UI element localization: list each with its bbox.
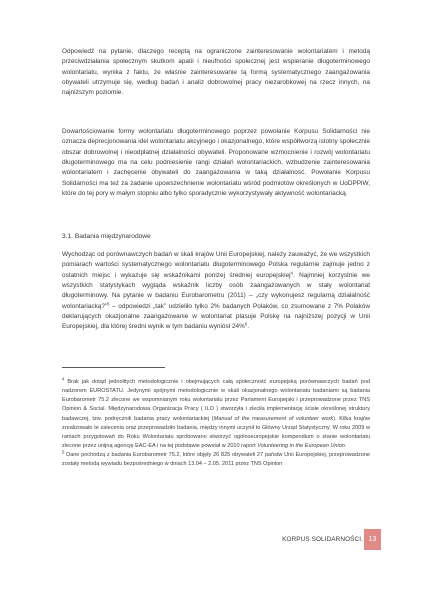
- paragraph-text-part: Wychodząc od porównawczych badań w skali krajów Unii Europejskiej, należy zauważyć, że we wszystkich pomiarach wartości systematycznego wolontariatu długoterminowego Polska regularnie zajmuje jedno z ostatnich miejsc i wykazuje się wskaźnikami poniżej średniej europejskiej: [62, 251, 370, 279]
- footnotes: [62, 378, 370, 470]
- paragraph-text-part: .: [247, 323, 249, 331]
- footnote-reference[interactable]: 4: [290, 270, 293, 276]
- footnote-text: .: [344, 443, 347, 450]
- footnote-reference[interactable]: 6: [244, 322, 248, 328]
- body-paragraph-1: [62, 47, 370, 99]
- page-number-badge: 13: [364, 529, 381, 550]
- footnote-reference[interactable]: 5: [107, 301, 110, 307]
- footnote-text: Brak jak dotąd jednolitych metodologicznie i obejmujących całą społeczność europejską porównawczych badań pod nadzorem EUROSTATU. Jedynymi spójnymi metodologicznie w skali okazjonalnego wolontariatu badaniami są badania Eurobarometr 75.2 zlecone we wspomnianym roku wolontariatu przez Parlament Europejski i przeprowadzone przez TNS Opinion & Social. Międzynarodowa Organizacja Pracy ( ILO ) stworzyła i zleciła implementację ścisłe określonej struktury badawczej, tzw. podręcznik badania pracy wolontariackiej (: [62, 379, 370, 422]
- footnote-text: ). Kilka krajów zrealizowało te zalecenia oraz przeprowadziło badania, między innymi uczynił to Główny Urząd Statystyczny. W roku 2009 w ramach przygotowań do Roku Wolontariatu spróbowano stworzyć ogólnoeuropejskie kompendium o stanie wolontariatu zlecone przez unijną agencję EAC-EA i na tej podstawie powstał w 2010 raport: [62, 415, 370, 450]
- footnote-emphasis: Manual of the measurement of volunteer work: [213, 415, 334, 422]
- footnote-emphasis: Volunteering in the European Union: [257, 443, 345, 450]
- footer-title: KORPUS SOLIDARNOŚCI.: [282, 536, 363, 543]
- paragraph-text: Odpowiedź na pytanie, dlaczego receptą na ograniczone zainteresowanie wolontariatem i metodą przeciwdziałania społecznym skutkom apatii i nieufności społecznej jest wspieranie długoterminowego wolontariatu, wynika z faktu, że właśnie zainteresowanie tą formą systematycznego zaangażowania obywateli utrzymuje się, według badań i analiz dobrowolnej pracy niezarobkowej na rzecz innych, na najniższym poziomie.: [62, 48, 370, 97]
- paragraph-text: [62, 250, 370, 333]
- footnote-mark: 4: [62, 376, 65, 382]
- footnote-5: [62, 451, 370, 469]
- section-heading: 3.1. Badania międzynarodowe: [62, 233, 151, 240]
- paragraph-text-part: – odpowiedzi „tak” udzieliło tylko 2% badanych Polaków, co zsumowane z 7% Polaków deklarujących okazjonalne zaangażowanie w wolontariat plasuje Polskę na najniższej pozycji w Unii Europejskiej, dla której średni wynik w tym badaniu wyniósł 24%: [62, 302, 370, 331]
- paragraph-text-part: . Najmniej korzystnie we wszystkich statystykach wygląda wskaźnik liczby osób zaangażowanych w stały wolontariat długoterminowy. Na pytanie w badaniu Eurobarometru (2011) – „czy wykonujesz regularną działalność wolontariacką?”: [62, 271, 370, 310]
- body-paragraph-2: [62, 127, 370, 199]
- footnote-divider: [62, 367, 165, 368]
- paragraph-text: Dowartościowanie formy wolontariatu długoterminowego poprzez powołanie Korpusu Solidarności nie oznacza deprecjonowania idei wolontariatu akcyjnego i okazjonalnego, które współtworzą istotny społecznie obszar dobrowolnej i nieodpłatnej działalności obywateli. Proponowane wzmocnienie i rozwój wolontariatu długoterminowego ma na celu podniesienie rangi działań wolontariackich, wzbudzenie zainteresowania wolontariatem i zachęcenie obywateli do zaangażowania w taką działalność. Powołanie Korpusu Solidarności ma też za zadanie upowszechnienie wolontariatu wśród podmiotów określonych w UoDPPiW, które do tej pory w małym stopniu albo tylko sporadycznie wykorzystywały aktywność wolontariacką.: [62, 128, 370, 198]
- footnote-mark: 5: [62, 449, 65, 455]
- footnote-text: Dane pochodzą z badania Eurobarometr 75.2, które objęły 26 825 obywateli 27 państw Unii Europejskiej, przeprowadzone zostały metodą wywiadu bezpośredniego w dniach 13.04 – 2.05. 2011 przez TNS Opinion: [62, 452, 370, 468]
- body-paragraph-3: [62, 250, 370, 333]
- footnote-4: [62, 378, 370, 451]
